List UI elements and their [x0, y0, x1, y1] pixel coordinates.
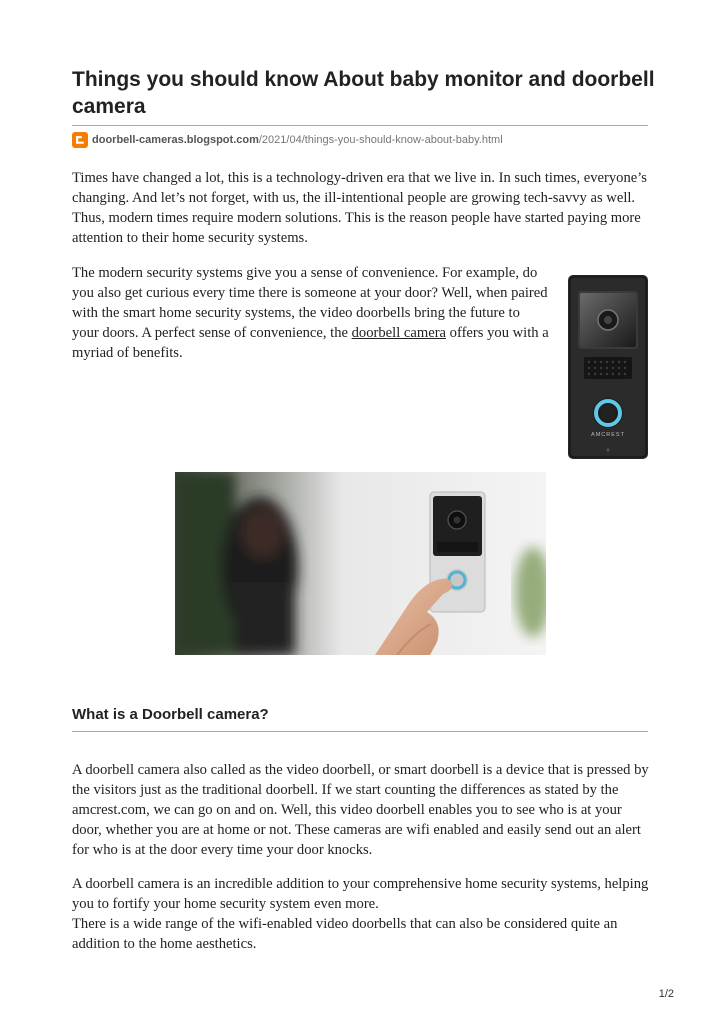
doorbell-press-photo [175, 472, 546, 655]
amcrest-brand-text: AMCREST [591, 432, 625, 438]
source-domain[interactable]: doorbell-cameras.blogspot.com [92, 134, 259, 146]
security-paragraph-text: The modern security systems give you a sense of convenience. For example, do you also get curious every time there is someone at your door? Well, when paired with the smart home security systems, the video doorbells bring the future to your doors. A perfect sense of convenience, the [72, 265, 548, 341]
page-number: 1/2 [658, 988, 674, 1000]
doorbell-camera-link[interactable]: doorbell camera [351, 325, 447, 341]
intro-paragraph: Times have changed a lot, this is a technology-driven era that we live in. In such times, everyone’s changing. And let’s not forget, with us, the ill-intentional people are growing tech-savvy as well. Thus, modern times require modern solutions. This is the reason people have started paying more attention to their home security systems. [72, 170, 647, 246]
section-heading: What is a Doorbell camera? [72, 706, 269, 723]
doorbell-product-image [568, 275, 648, 459]
source-url[interactable] [72, 131, 503, 149]
addition-paragraph-line-1: A doorbell camera is an incredible addition to your comprehensive home security systems, helping you to fortify your home security system even more. [72, 876, 649, 912]
source-path[interactable]: /2021/04/things-you-should-know-about-baby.html [258, 134, 503, 146]
addition-paragraph [72, 874, 652, 954]
security-paragraph [72, 263, 550, 363]
security-paragraph-text-end: offers you with a myriad of benefits. [72, 325, 549, 361]
definition-paragraph: A doorbell camera also called as the video doorbell, or smart doorbell is a device that is pressed by the visitors just as the traditional doorbell. If we start counting the differences as stated by the amcrest.com, we can go on and on. Well, this video doorbell enables you to see who is at your door, whether you are at home or not. These cameras are wifi enabled and easily send out an alert for who is at the door every time your door knocks. [72, 762, 649, 858]
addition-paragraph-line-2: There is a wide range of the wifi-enabled video doorbells that can also be considered quite an addition to the home aesthetics. [72, 916, 618, 952]
blogger-icon [72, 132, 88, 148]
heading-divider [72, 731, 648, 732]
article-title: Things you should know About baby monitor and doorbell camera [72, 68, 655, 118]
title-divider [72, 125, 648, 126]
